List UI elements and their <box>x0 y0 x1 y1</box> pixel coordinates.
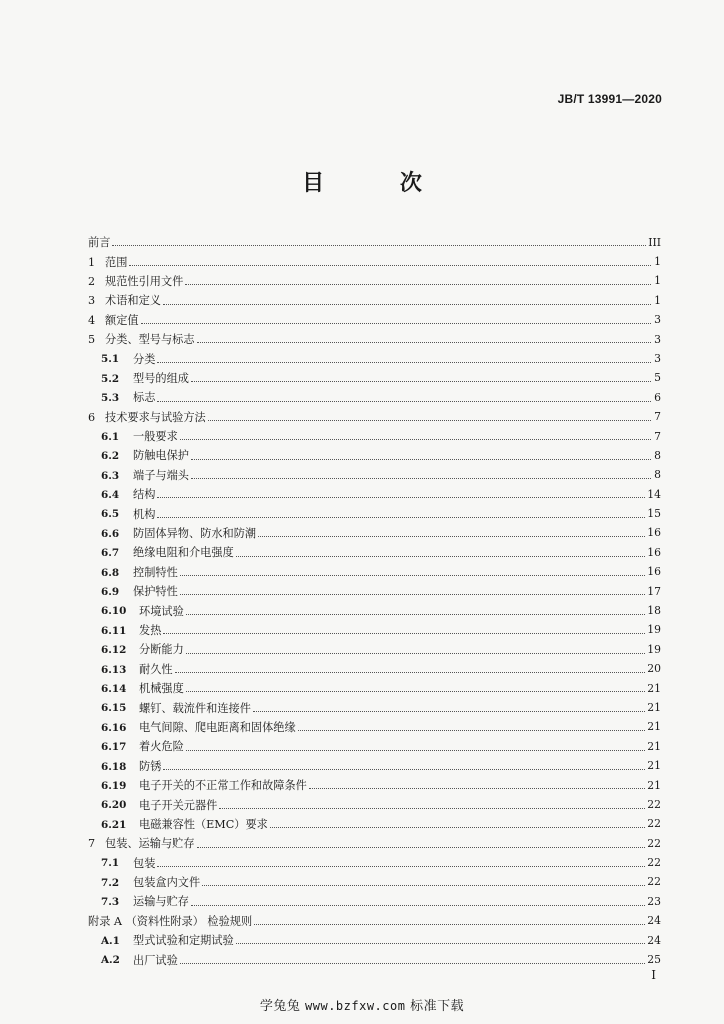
toc-entry-label: 包装 <box>133 856 156 870</box>
toc-entry[interactable] <box>88 830 661 849</box>
toc-entry-label: 结构 <box>133 488 156 502</box>
toc-leader-dots <box>191 380 651 382</box>
toc-entry-label: 技术要求与试验方法 <box>105 410 206 424</box>
footer-site-name: 学兔兔 <box>259 999 301 1014</box>
toc-entry-number: 4 <box>88 313 96 327</box>
toc-entry-label: 环境试验 <box>139 604 184 618</box>
toc-entry-label: 出厂试验 <box>133 953 178 967</box>
toc-entry[interactable] <box>88 500 661 519</box>
toc-entry-label: 防锈 <box>139 759 162 773</box>
toc-entry[interactable] <box>88 578 661 597</box>
toc-leader-dots <box>202 884 645 886</box>
toc-entry[interactable] <box>88 617 661 636</box>
toc-entry-page: 1 <box>654 254 661 268</box>
toc-leader-dots <box>236 555 646 557</box>
toc-entry-page: 8 <box>654 468 661 482</box>
toc-entry-label: 术语和定义 <box>105 294 161 308</box>
toc-leader-dots <box>253 710 645 712</box>
toc-entry-number: 7.3 <box>101 896 120 909</box>
toc-entry-page: 21 <box>647 778 661 792</box>
toc-entry[interactable] <box>88 423 661 442</box>
toc-entry[interactable] <box>88 733 661 752</box>
toc-entry-page: 1 <box>654 293 661 307</box>
toc-entry-label: 电气间隙、爬电距离和固体绝缘 <box>139 720 296 734</box>
toc-leader-dots <box>163 303 651 305</box>
toc-entry-page: 3 <box>654 351 661 365</box>
toc-leader-dots <box>180 574 645 576</box>
toc-entry-label: 型号的组成 <box>133 371 189 385</box>
toc-leader-dots <box>180 593 645 595</box>
toc-entry-number: 5 <box>88 333 96 347</box>
toc-entry-page: 22 <box>647 817 661 831</box>
toc-entry[interactable] <box>88 946 661 965</box>
toc-entry-label: 前言 <box>88 236 111 250</box>
toc-entry[interactable] <box>88 539 661 558</box>
toc-entry-number: 6.3 <box>101 469 120 482</box>
toc-entry[interactable] <box>88 675 661 694</box>
toc-entry-label: 范围 <box>105 255 128 269</box>
toc-entry-label: 电子开关元器件 <box>139 798 218 812</box>
toc-entry-number: 6.10 <box>101 605 127 618</box>
toc-entry-number: 6.8 <box>101 566 120 579</box>
toc-entry[interactable] <box>88 520 661 539</box>
toc-leader-dots <box>185 283 651 285</box>
toc-entry-label: 包装盒内文件 <box>133 876 201 890</box>
toc-leader-dots <box>112 244 646 246</box>
toc-entry-number: 6.4 <box>101 489 120 502</box>
toc-entry-label: 控制特性 <box>133 565 178 579</box>
toc-entry-number: 6.1 <box>101 430 120 443</box>
toc-entry-number: 6.15 <box>101 702 127 715</box>
page-title: 目 次 <box>302 170 456 196</box>
toc-entry-page: 3 <box>654 313 661 327</box>
toc-leader-dots <box>191 458 651 460</box>
toc-entry[interactable] <box>88 442 661 461</box>
toc-leader-dots <box>163 768 645 770</box>
footer-url[interactable]: www.bzfxw.com <box>305 999 406 1013</box>
toc-entry[interactable] <box>88 384 661 403</box>
toc-entry-page: 22 <box>647 875 661 889</box>
toc-entry-page: 18 <box>647 604 661 618</box>
toc-leader-dots <box>197 341 651 343</box>
toc-entry-label: 发热 <box>139 624 162 637</box>
toc-entry-number: 1 <box>88 255 96 269</box>
standard-number: JB/T 13991—2020 <box>557 92 662 106</box>
toc-entry-number: 6.12 <box>101 644 127 657</box>
toc-entry-number: 6.19 <box>101 779 127 792</box>
toc-entry-label: 一般要求 <box>133 430 178 444</box>
toc-leader-dots <box>309 787 645 789</box>
toc-entry-number: 5.1 <box>101 353 120 366</box>
toc-entry[interactable] <box>88 462 661 481</box>
toc-entry-page: 1 <box>654 274 661 288</box>
toc-entry[interactable] <box>88 268 661 287</box>
toc-leader-dots <box>157 865 645 867</box>
toc-entry-number: 6.6 <box>101 527 120 540</box>
toc-entry[interactable] <box>88 714 661 733</box>
toc-leader-dots <box>175 671 646 673</box>
toc-entry-page: 16 <box>647 545 661 559</box>
toc-entry-number: 6.17 <box>101 741 127 754</box>
toc-entry-page: 21 <box>647 700 661 714</box>
toc-entry[interactable] <box>88 559 661 578</box>
toc-entry-page: 5 <box>654 371 661 385</box>
toc-entry-page: 15 <box>647 507 661 521</box>
toc-leader-dots <box>254 923 645 925</box>
toc-entry-number: A.1 <box>101 935 120 948</box>
toc-leader-dots <box>163 632 645 634</box>
toc-entry-label: 端子与端头 <box>133 468 189 482</box>
toc-leader-dots <box>191 477 651 479</box>
toc-entry-label: 绝缘电阻和介电强度 <box>133 546 234 560</box>
toc-entry-label: 防触电保护 <box>133 449 189 463</box>
toc-entry[interactable] <box>88 345 661 364</box>
toc-entry-page: 20 <box>647 662 661 676</box>
footer <box>0 995 724 1014</box>
toc-entry-page: 23 <box>647 894 661 908</box>
toc-leader-dots <box>157 496 645 498</box>
table-of-contents <box>88 229 661 966</box>
toc-entry-label: 分类、型号与标志 <box>105 333 195 347</box>
toc-entry-page: 7 <box>654 410 661 424</box>
toc-entry[interactable] <box>88 248 661 267</box>
toc-entry-label: 保护特性 <box>133 585 178 599</box>
toc-entry-number: 6.7 <box>101 547 120 560</box>
toc-entry-label: 分断能力 <box>139 643 184 657</box>
toc-leader-dots <box>157 516 645 518</box>
toc-entry[interactable] <box>88 869 661 888</box>
toc-entry-page: 8 <box>654 448 661 462</box>
toc-leader-dots <box>208 419 651 421</box>
toc-entry[interactable] <box>88 636 661 655</box>
toc-leader-dots <box>186 749 645 751</box>
toc-entry-label: 电子开关的不正常工作和故障条件 <box>139 779 307 793</box>
toc-entry-number: 2 <box>88 274 96 288</box>
toc-entry-label: 型式试验和定期试验 <box>133 934 234 948</box>
toc-entry-label: 额定值 <box>105 313 139 327</box>
toc-entry-number: 6.5 <box>101 508 120 521</box>
toc-entry-number: 6 <box>88 410 96 424</box>
toc-entry-label: 防固体异物、防水和防潮 <box>133 527 257 541</box>
toc-leader-dots <box>258 535 645 537</box>
toc-entry-number: 5.2 <box>101 372 120 385</box>
toc-entry-number: 7 <box>88 837 96 851</box>
toc-entry-label: 着火危险 <box>139 740 184 754</box>
toc-entry-number: 6.21 <box>101 818 127 831</box>
toc-entry[interactable] <box>88 753 661 772</box>
toc-entry-page: 22 <box>647 797 661 811</box>
toc-entry-page: 25 <box>647 953 661 967</box>
toc-entry[interactable] <box>88 791 661 810</box>
toc-entry-number: 6.14 <box>101 682 127 695</box>
toc-entry-label: 螺钉、载流件和连接件 <box>139 701 251 715</box>
toc-leader-dots <box>186 690 645 692</box>
toc-entry-page: 14 <box>647 487 661 501</box>
toc-entry[interactable] <box>88 811 661 830</box>
toc-entry-label: 包装、运输与贮存 <box>105 837 195 851</box>
toc-entry[interactable] <box>88 365 661 384</box>
toc-leader-dots <box>298 729 646 731</box>
toc-entry-page: 22 <box>647 856 661 870</box>
toc-entry-page: 24 <box>647 914 661 928</box>
toc-entry[interactable] <box>88 888 661 907</box>
toc-entry-label: 电磁兼容性（EMC）要求 <box>139 817 268 831</box>
toc-leader-dots <box>186 652 645 654</box>
toc-entry-page: 16 <box>647 565 661 579</box>
toc-entry[interactable] <box>88 326 661 345</box>
toc-leader-dots <box>129 264 651 266</box>
toc-entry-page: III <box>648 235 661 249</box>
toc-entry-page: 6 <box>654 390 661 404</box>
page-number: I <box>651 968 656 982</box>
toc-entry-page: 21 <box>647 759 661 773</box>
toc-entry-number: 5.3 <box>101 392 120 405</box>
toc-entry[interactable] <box>88 597 661 616</box>
toc-entry-page: 21 <box>647 720 661 734</box>
toc-leader-dots <box>157 361 651 363</box>
toc-entry-page: 24 <box>647 933 661 947</box>
toc-entry-page: 21 <box>647 681 661 695</box>
toc-entry[interactable] <box>88 229 661 248</box>
toc-entry-label: 机构 <box>133 507 156 521</box>
toc-entry-page: 3 <box>654 332 661 346</box>
toc-entry-number: 3 <box>88 294 96 308</box>
toc-entry-number: 6.16 <box>101 721 127 734</box>
footer-tagline: 标准下载 <box>410 999 465 1014</box>
toc-entry-page: 16 <box>647 526 661 540</box>
toc-entry-number: 6.11 <box>101 624 127 637</box>
toc-entry-page: 17 <box>647 584 661 598</box>
toc-leader-dots <box>180 962 645 964</box>
toc-entry-number: 6.2 <box>101 450 120 463</box>
toc-leader-dots <box>191 904 645 906</box>
toc-entry-number: A.2 <box>101 954 120 967</box>
toc-entry-label: 机械强度 <box>139 682 184 696</box>
toc-entry-number: 7.1 <box>101 857 120 870</box>
toc-entry[interactable] <box>88 772 661 791</box>
toc-entry-number: 6.20 <box>101 799 127 812</box>
toc-entry-number: 7.2 <box>101 876 120 889</box>
toc-entry-page: 22 <box>647 836 661 850</box>
toc-entry-label: 规范性引用文件 <box>105 274 184 288</box>
toc-entry[interactable] <box>88 307 661 326</box>
toc-entry-label: 附录 A （资料性附录） 检验规则 <box>88 914 253 928</box>
toc-entry[interactable] <box>88 404 661 423</box>
toc-leader-dots <box>270 826 645 828</box>
toc-entry-page: 7 <box>654 429 661 443</box>
toc-leader-dots <box>180 438 651 440</box>
toc-entry[interactable] <box>88 481 661 500</box>
toc-leader-dots <box>219 807 645 809</box>
toc-entry-label: 分类 <box>133 352 156 366</box>
toc-entry-page: 19 <box>647 642 661 656</box>
toc-leader-dots <box>141 322 651 324</box>
toc-entry[interactable] <box>88 694 661 713</box>
toc-leader-dots <box>236 942 646 944</box>
toc-entry-page: 21 <box>647 739 661 753</box>
toc-leader-dots <box>157 400 651 402</box>
toc-entry[interactable] <box>88 927 661 946</box>
toc-entry-page: 19 <box>647 623 661 637</box>
toc-entry[interactable] <box>88 850 661 869</box>
toc-entry-label: 标志 <box>133 391 156 405</box>
toc-leader-dots <box>186 613 645 615</box>
toc-entry-number: 6.18 <box>101 760 127 773</box>
toc-entry-number: 6.9 <box>101 586 120 599</box>
toc-leader-dots <box>197 846 646 848</box>
toc-entry[interactable] <box>88 656 661 675</box>
toc-entry-label: 耐久性 <box>139 662 173 676</box>
toc-entry-number: 6.13 <box>101 663 127 676</box>
toc-entry[interactable] <box>88 287 661 306</box>
toc-entry[interactable] <box>88 908 661 927</box>
toc-entry-label: 运输与贮存 <box>133 895 189 909</box>
